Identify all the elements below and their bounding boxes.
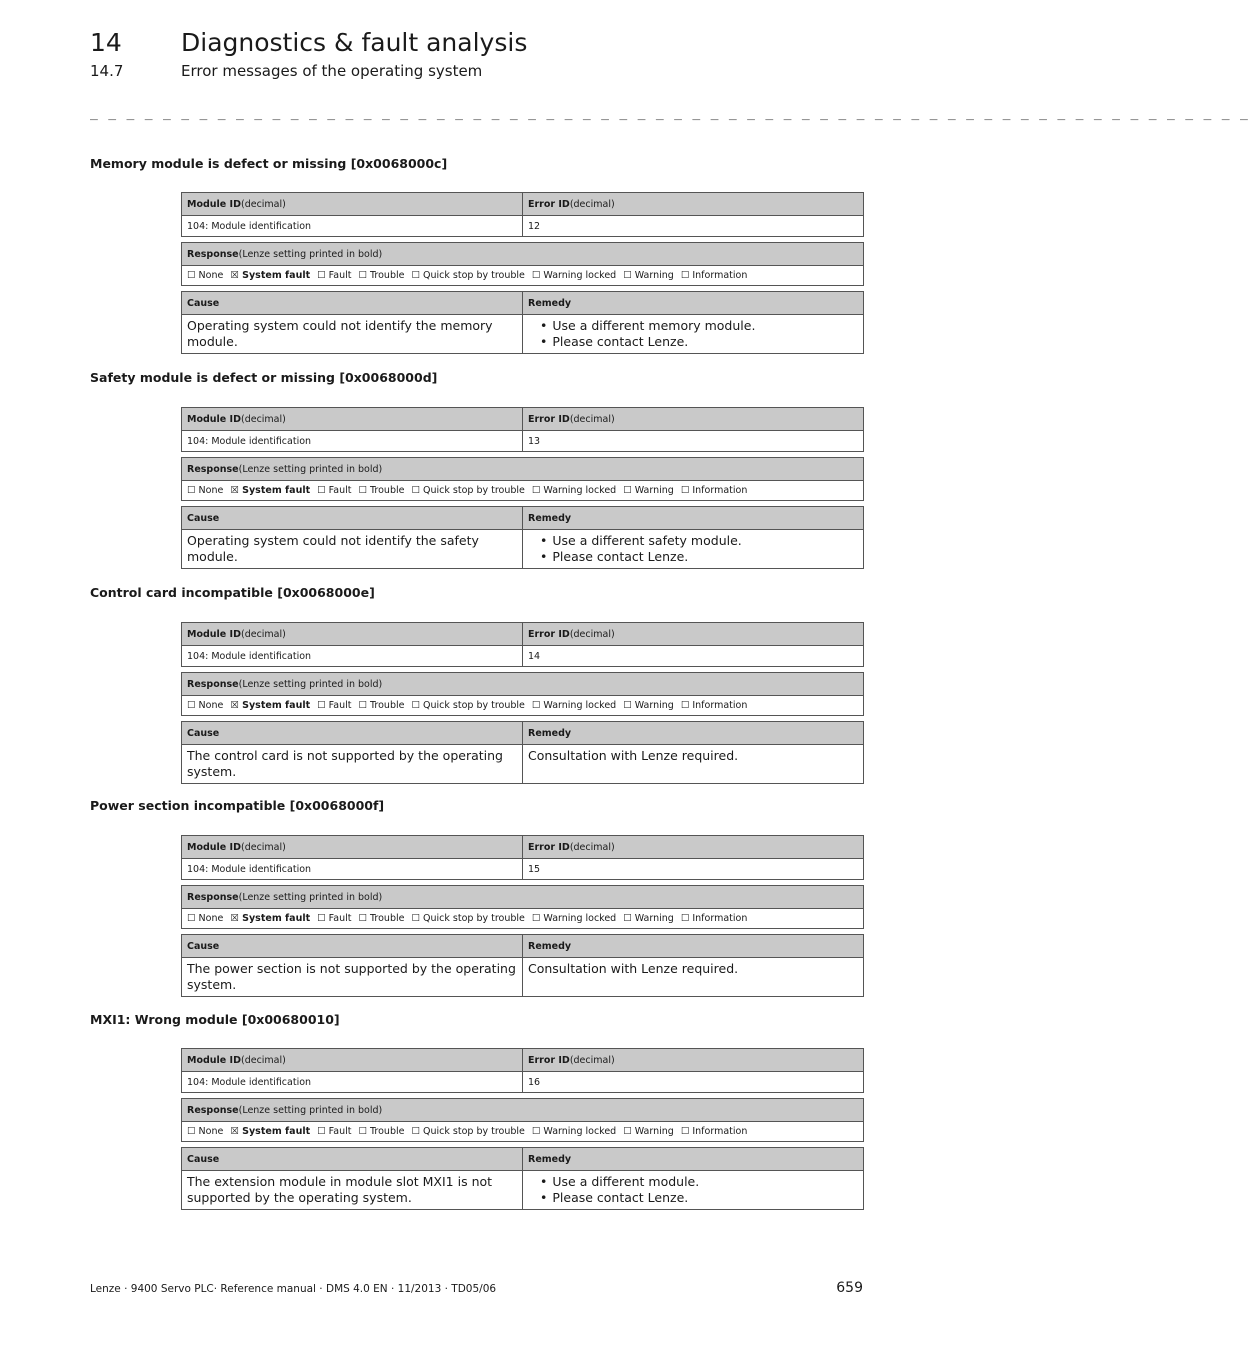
section-title: Error messages of the operating system xyxy=(181,62,483,80)
cause-remedy-table xyxy=(181,934,864,997)
response-header: Response (Lenze setting printed in bold) xyxy=(187,248,383,260)
option-information: ☐ Information xyxy=(680,1126,748,1137)
cause-text: Operating system could not identify the memory module. xyxy=(182,315,523,353)
error-id-header: Error ID (decimal) xyxy=(528,841,615,853)
error-id-value: 15 xyxy=(528,863,541,875)
chapter-title: Diagnostics & fault analysis xyxy=(181,28,528,57)
option-system-fault: ☒ System fault xyxy=(230,1126,311,1137)
option-system-fault: ☒ System fault xyxy=(230,270,311,281)
chapter-number: 14 xyxy=(90,28,122,57)
option-trouble: ☐ Trouble xyxy=(358,913,405,924)
remedy-item: • Please contact Lenze. xyxy=(540,1190,699,1206)
cause-remedy-table xyxy=(181,506,864,569)
error-heading: MXI1: Wrong module [0x00680010] xyxy=(90,1012,340,1027)
cause-header: Cause xyxy=(182,292,523,314)
footer-text: Lenze · 9400 Servo PLC· Reference manual · DMS 4.0 EN · 11/2013 · TD05/06 xyxy=(90,1283,497,1295)
error-heading: Memory module is defect or missing [0x0068000c] xyxy=(90,156,448,171)
remedy-item: • Please contact Lenze. xyxy=(540,549,742,565)
error-heading: Safety module is defect or missing [0x0068000d] xyxy=(90,370,438,385)
response-options xyxy=(182,481,759,500)
option-warning-locked: ☐ Warning locked xyxy=(531,700,617,711)
id-table xyxy=(181,1048,864,1093)
response-options xyxy=(182,696,759,715)
error-heading: Control card incompatible [0x0068000e] xyxy=(90,585,375,600)
cause-text: The extension module in module slot MXI1 is not supported by the operating system. xyxy=(182,1171,523,1209)
module-id-value: 104: Module identification xyxy=(182,646,523,666)
id-table xyxy=(181,835,864,880)
cause-header: Cause xyxy=(182,935,523,957)
remedy-item: • Use a different memory module. xyxy=(540,318,755,334)
option-fault: ☐ Fault xyxy=(317,485,352,496)
response-table xyxy=(181,457,864,501)
error-block xyxy=(181,622,864,784)
response-options xyxy=(182,266,759,285)
module-id-header: Module ID (decimal) xyxy=(182,836,523,858)
error-id-header: Error ID (decimal) xyxy=(528,198,615,210)
cause-remedy-table xyxy=(181,721,864,784)
module-id-value: 104: Module identification xyxy=(182,1072,523,1092)
option-trouble: ☐ Trouble xyxy=(358,1126,405,1137)
remedy-header: Remedy xyxy=(528,940,572,952)
option-quick-stop: ☐ Quick stop by trouble xyxy=(411,700,525,711)
cause-header: Cause xyxy=(182,1148,523,1170)
option-fault: ☐ Fault xyxy=(317,700,352,711)
option-information: ☐ Information xyxy=(680,913,748,924)
option-warning-locked: ☐ Warning locked xyxy=(531,485,617,496)
error-id-header: Error ID (decimal) xyxy=(528,1054,615,1066)
option-none: ☐ None xyxy=(187,700,224,711)
option-none: ☐ None xyxy=(187,485,224,496)
remedy-header: Remedy xyxy=(528,1153,572,1165)
response-table xyxy=(181,1098,864,1142)
option-information: ☐ Information xyxy=(680,270,748,281)
option-fault: ☐ Fault xyxy=(317,270,352,281)
option-trouble: ☐ Trouble xyxy=(358,485,405,496)
error-block xyxy=(181,407,864,569)
option-warning-locked: ☐ Warning locked xyxy=(531,270,617,281)
response-header: Response (Lenze setting printed in bold) xyxy=(187,1104,383,1116)
response-options xyxy=(182,909,759,928)
response-options xyxy=(182,1122,759,1141)
section-number: 14.7 xyxy=(90,62,124,80)
cause-remedy-table xyxy=(181,291,864,354)
response-header: Response (Lenze setting printed in bold) xyxy=(187,891,383,903)
option-none: ☐ None xyxy=(187,270,224,281)
response-table xyxy=(181,242,864,286)
option-fault: ☐ Fault xyxy=(317,913,352,924)
cause-header: Cause xyxy=(182,507,523,529)
module-id-header: Module ID (decimal) xyxy=(182,1049,523,1071)
id-table xyxy=(181,407,864,452)
error-id-value: 13 xyxy=(528,435,541,447)
response-header: Response (Lenze setting printed in bold) xyxy=(187,678,383,690)
option-trouble: ☐ Trouble xyxy=(358,700,405,711)
module-id-value: 104: Module identification xyxy=(182,859,523,879)
remedy-header: Remedy xyxy=(528,727,572,739)
response-table xyxy=(181,672,864,716)
cause-header: Cause xyxy=(182,722,523,744)
remedy-text: Consultation with Lenze required. xyxy=(528,961,739,976)
option-quick-stop: ☐ Quick stop by trouble xyxy=(411,1126,525,1137)
response-header: Response (Lenze setting printed in bold) xyxy=(187,463,383,475)
remedy-header: Remedy xyxy=(528,512,572,524)
error-block xyxy=(181,835,864,997)
option-trouble: ☐ Trouble xyxy=(358,270,405,281)
cause-text: The power section is not supported by the operating system. xyxy=(182,958,523,996)
option-none: ☐ None xyxy=(187,913,224,924)
option-information: ☐ Information xyxy=(680,485,748,496)
module-id-value: 104: Module identification xyxy=(182,431,523,451)
option-quick-stop: ☐ Quick stop by trouble xyxy=(411,485,525,496)
error-block xyxy=(181,1048,864,1210)
option-quick-stop: ☐ Quick stop by trouble xyxy=(411,270,525,281)
option-quick-stop: ☐ Quick stop by trouble xyxy=(411,913,525,924)
page-number: 659 xyxy=(836,1280,863,1296)
option-warning: ☐ Warning xyxy=(623,913,674,924)
option-warning: ☐ Warning xyxy=(623,1126,674,1137)
option-warning: ☐ Warning xyxy=(623,270,674,281)
option-system-fault: ☒ System fault xyxy=(230,485,311,496)
option-information: ☐ Information xyxy=(680,700,748,711)
remedy-text: Consultation with Lenze required. xyxy=(528,748,739,763)
error-id-value: 14 xyxy=(528,650,541,662)
error-id-header: Error ID (decimal) xyxy=(528,413,615,425)
error-block xyxy=(181,192,864,354)
error-id-value: 12 xyxy=(528,220,541,232)
option-fault: ☐ Fault xyxy=(317,1126,352,1137)
error-heading: Power section incompatible [0x0068000f] xyxy=(90,798,385,813)
module-id-header: Module ID (decimal) xyxy=(182,408,523,430)
option-warning: ☐ Warning xyxy=(623,700,674,711)
option-warning-locked: ☐ Warning locked xyxy=(531,1126,617,1137)
remedy-item: • Use a different module. xyxy=(540,1174,699,1190)
option-warning: ☐ Warning xyxy=(623,485,674,496)
response-table xyxy=(181,885,864,929)
module-id-header: Module ID (decimal) xyxy=(182,193,523,215)
module-id-header: Module ID (decimal) xyxy=(182,623,523,645)
remedy-item: • Please contact Lenze. xyxy=(540,334,755,350)
remedy-item: • Use a different safety module. xyxy=(540,533,742,549)
option-warning-locked: ☐ Warning locked xyxy=(531,913,617,924)
option-none: ☐ None xyxy=(187,1126,224,1137)
option-system-fault: ☒ System fault xyxy=(230,700,311,711)
cause-remedy-table xyxy=(181,1147,864,1210)
remedy-list xyxy=(523,1171,863,1209)
cause-text: The control card is not supported by the operating system. xyxy=(182,745,523,783)
remedy-list xyxy=(523,315,863,353)
id-table xyxy=(181,622,864,667)
error-id-value: 16 xyxy=(528,1076,541,1088)
cause-text: Operating system could not identify the safety module. xyxy=(182,530,523,568)
remedy-header: Remedy xyxy=(528,297,572,309)
error-id-header: Error ID (decimal) xyxy=(528,628,615,640)
id-table xyxy=(181,192,864,237)
option-system-fault: ☒ System fault xyxy=(230,913,311,924)
header-rule: _ _ _ _ _ _ _ _ _ _ _ _ _ _ _ _ _ _ _ _ _ _ _ _ _ _ _ _ _ _ _ _ _ _ _ _ _ _ _ _ _ _ _ _ _ _ _ _ _ _ _ _ _ _ _ _ _ _ _ _ _ _ _ _ xyxy=(90,106,1249,121)
module-id-value: 104: Module identification xyxy=(182,216,523,236)
remedy-list xyxy=(523,530,863,568)
